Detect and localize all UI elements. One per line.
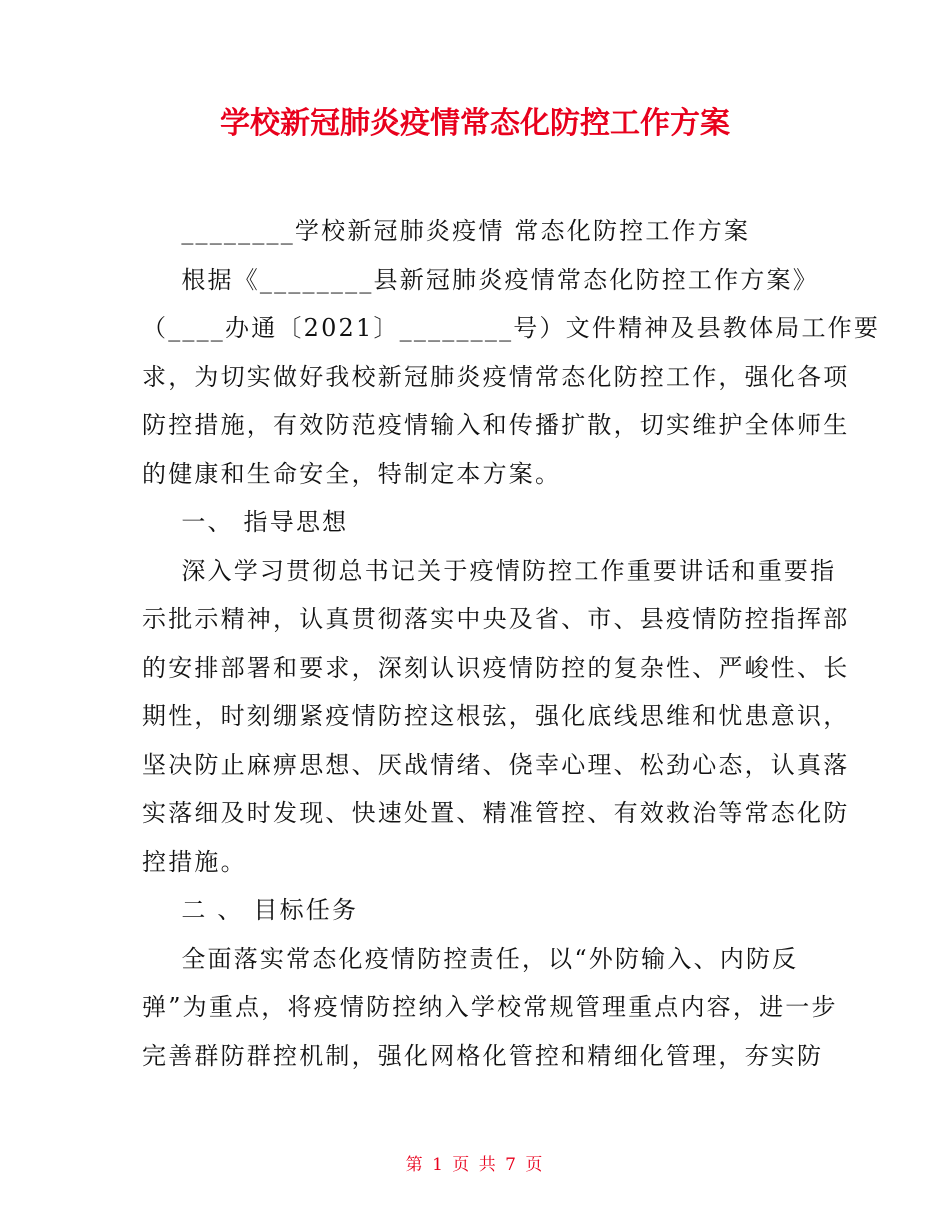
body-line: ________学校新冠肺炎疫情 常态化防控工作方案 <box>142 217 751 245</box>
body-line: 坚决防止麻痹思想、厌战情绪、侥幸心理、松劲心态，认真落 <box>142 750 850 779</box>
body-line: 求，为切实做好我校新冠肺炎疫情常态化防控工作，强化各项 <box>142 362 850 391</box>
document-title: 学校新冠肺炎疫情常态化防控工作方案 <box>220 106 730 141</box>
body-line: 实落细及时发现、快速处置、精准管控、有效救治等常态化防 <box>142 799 850 827</box>
page-number: 第 1 页 共 7 页 <box>405 1155 545 1175</box>
body-line: 示批示精神，认真贯彻落实中央及省、市、县疫情防控指挥部 <box>142 605 850 633</box>
body-line: 控措施。 <box>142 847 247 876</box>
section-heading: 一、 指导思想 <box>142 508 349 536</box>
body-line: 深入学习贯彻总书记关于疫情防控工作重要讲话和重要指 <box>142 556 837 585</box>
body-line: 根据《________县新冠肺炎疫情常态化防控工作方案》 <box>142 265 819 294</box>
body-line: 防控措施，有效防范疫情输入和传播扩散，切实维护全体师生 <box>142 411 850 439</box>
body-line: 期性，时刻绷紧疫情防控这根弦，强化底线思维和忧患意识， <box>142 702 850 730</box>
body-line: 的安排部署和要求，深刻认识疫情防控的复杂性、严峻性、长 <box>142 653 850 682</box>
body-line: 完善群防群控机制，强化网格化管控和精细化管理，夯实防 <box>142 1041 824 1070</box>
section-heading: 二 、 目标任务 <box>142 896 359 924</box>
body-line: 弹”为重点，将疫情防控纳入学校常规管理重点内容，进一步 <box>142 993 838 1021</box>
body-line: 全面落实常态化疫情防控责任，以“外防输入、内防反 <box>142 944 799 973</box>
body-line: （____办通〔2021〕________号）文件精神及县教体局工作要 <box>142 314 881 342</box>
body-line: 的健康和生命安全，特制定本方案。 <box>142 459 562 488</box>
document-body <box>142 207 881 1080</box>
